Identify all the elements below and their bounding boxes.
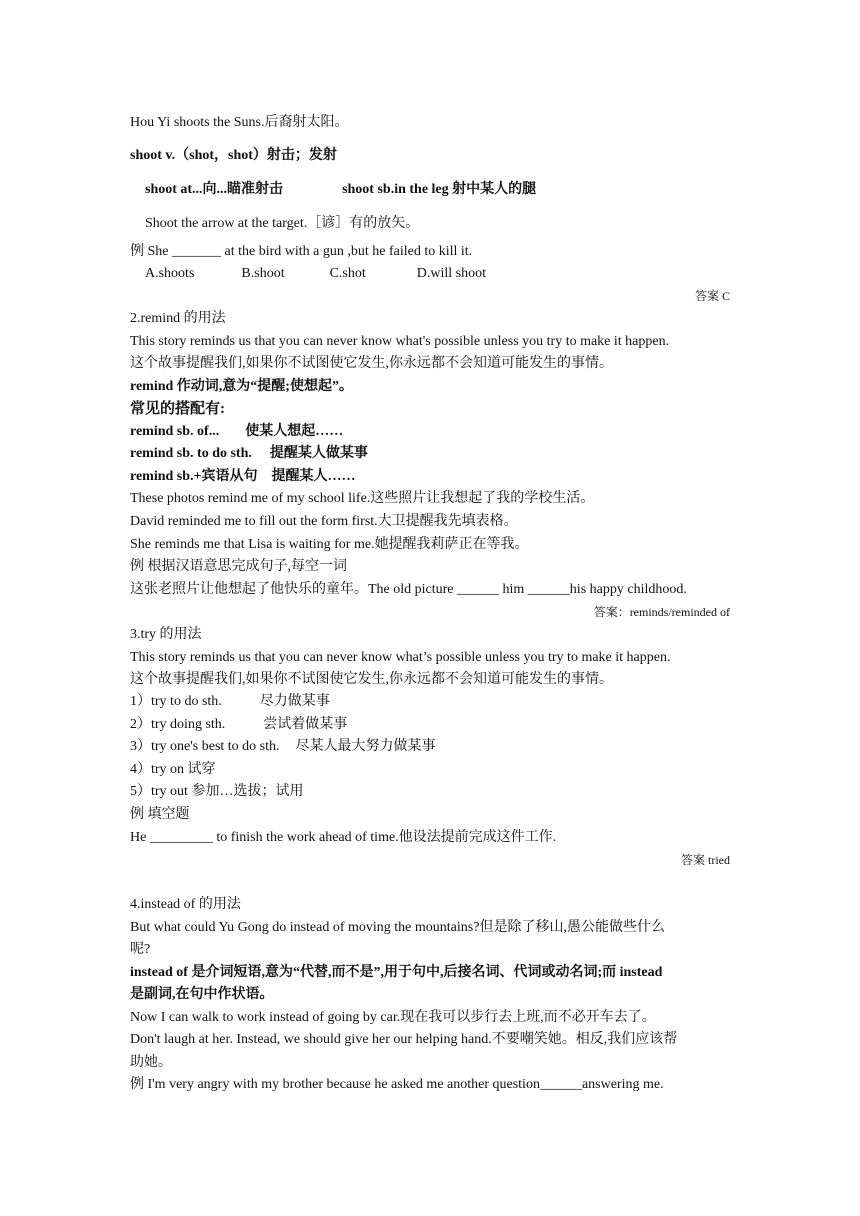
sec3-english: This story reminds us that you can never know what’s possible unless you try to make it happen. [130, 650, 671, 665]
option-b: B.shoot [241, 266, 285, 281]
sec4-definition: instead of 是介词短语,意为“代替,而不是”,用于句中,后接名词、代词或动名词;而 instead [130, 965, 663, 980]
sec2-collocation-title: 常见的搭配有: [130, 401, 225, 417]
sec4-definition-cont: 是副词,在句中作状语。 [130, 987, 274, 1002]
option-c: C.shot [329, 266, 366, 281]
sec1-options [145, 264, 745, 284]
sec2-definition: remind 作动词,意为“提醒;使想起”。 [130, 379, 353, 394]
try-item-2: 2）try doing sth. 尝试着做某事 [130, 717, 348, 732]
sec2-answer: 答案：reminds/reminded of [593, 605, 730, 619]
collocation-2: remind sb. to do sth. 提醒某人做某事 [130, 446, 368, 461]
sec2-sentence-1: These photos remind me of my school life.这些照片让我想起了我的学校生活。 [130, 491, 595, 506]
sec3-answer: 答案 tried [681, 853, 730, 867]
option-d: D.will shoot [416, 266, 487, 281]
sec4-sentence-2-cont: 助她。 [130, 1055, 172, 1070]
sec4-example: 例 I'm very angry with my brother because he asked me another question______answering me. [130, 1077, 664, 1092]
sec4-english: But what could Yu Gong do instead of moving the mountains?但是除了移山,愚公能做些什么 [130, 920, 665, 935]
sec3-chinese: 这个故事提醒我们,如果你不试图使它发生,你永远都不会知道可能发生的事情。 [130, 672, 613, 687]
sec1-definition: shoot v.（shot，shot）射击；发射 [130, 148, 337, 163]
sec3-title: 3.try 的用法 [130, 627, 202, 642]
sec2-sentence-3: She reminds me that Lisa is waiting for me.她提醒我莉萨正在等我。 [130, 537, 529, 552]
sec3-example: He _________ to finish the work ahead of time.他设法提前完成这件工作. [130, 830, 557, 845]
sec2-example-title: 例 根据汉语意思完成句子,每空一词 [130, 559, 347, 574]
sec1-answer: 答案 C [694, 289, 730, 303]
sec3-example-title: 例 填空题 [130, 807, 190, 822]
sec1-idiom: Shoot the arrow at the target.［谚］有的放矢。 [145, 216, 420, 231]
sec2-example: 这张老照片让他想起了他快乐的童年。The old picture ______ him ______his happy childhood. [130, 582, 687, 597]
sec4-sentence-1: Now I can walk to work instead of going by car.现在我可以步行去上班,而不必开车去了。 [130, 1010, 656, 1025]
sec2-sentence-2: David reminded me to fill out the form first.大卫提醒我先填表格。 [130, 514, 518, 529]
try-item-3: 3）try one's best to do sth. 尽某人最大努力做某事 [130, 739, 436, 754]
sec2-chinese: 这个故事提醒我们,如果你不试图使它发生,你永远都不会知道可能发生的事情。 [130, 356, 613, 371]
collocation-3: remind sb.+宾语从句 提醒某人…… [130, 469, 356, 484]
sec1-example: 例 She _______ at the bird with a gun ,but he failed to kill it. [130, 244, 473, 259]
sec4-title: 4.instead of 的用法 [130, 897, 241, 912]
try-item-5: 5）try out 参加…选拔；试用 [130, 784, 304, 799]
try-item-4: 4）try on 试穿 [130, 762, 216, 777]
collocation-1: remind sb. of... 使某人想起…… [130, 424, 344, 439]
sec1-title: Hou Yi shoots the Suns.后裔射太阳。 [130, 115, 349, 130]
option-a: A.shoots [145, 266, 195, 281]
phrase-shoot-leg: shoot sb.in the leg 射中某人的腿 [342, 182, 537, 197]
try-item-1: 1）try to do sth. 尽力做某事 [130, 694, 330, 709]
sec2-title: 2.remind 的用法 [130, 311, 226, 326]
sec1-phrases [145, 180, 745, 200]
sec4-english-cont: 呢? [130, 942, 151, 957]
phrase-shoot-at: shoot at...向...瞄准射击 [145, 182, 284, 197]
sec2-english: This story reminds us that you can never know what's possible unless you try to make it happen. [130, 334, 670, 349]
sec4-sentence-2: Don't laugh at her. Instead, we should give her our helping hand.不要嘲笑她。相反,我们应该帮 [130, 1032, 678, 1047]
